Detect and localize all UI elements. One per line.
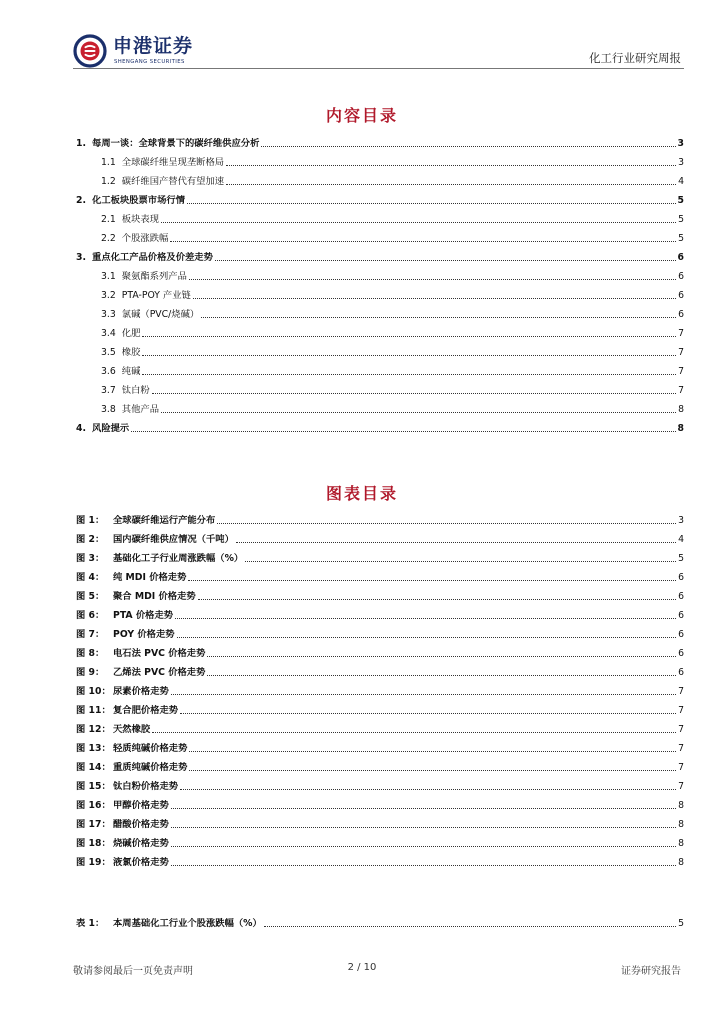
entry-title: 液氯价格走势 bbox=[113, 857, 169, 868]
entry-title: 聚合 MDI 价格走势 bbox=[113, 591, 196, 602]
entry-number: 1. bbox=[76, 138, 87, 149]
entry-page: 6 bbox=[678, 610, 684, 621]
toc-entry[interactable] bbox=[76, 131, 684, 150]
dot-leader bbox=[187, 203, 676, 204]
entry-page: 8 bbox=[678, 819, 684, 830]
figure-entry[interactable] bbox=[76, 831, 684, 850]
figure-entry[interactable] bbox=[76, 622, 684, 641]
entry-page: 5 bbox=[678, 918, 684, 929]
entry-page: 5 bbox=[678, 214, 684, 225]
figure-entry[interactable] bbox=[76, 698, 684, 717]
entry-title: 甲醇价格走势 bbox=[113, 800, 169, 811]
dot-leader bbox=[161, 412, 676, 413]
dot-leader bbox=[207, 656, 676, 657]
entry-number: 3.6 bbox=[101, 366, 116, 377]
entry-page: 8 bbox=[677, 423, 684, 434]
toc-entry[interactable] bbox=[76, 340, 684, 359]
dot-leader bbox=[215, 260, 676, 261]
disclaimer-note: 敬请参阅最后一页免责声明 bbox=[73, 966, 193, 977]
entry-page: 4 bbox=[678, 176, 684, 187]
figure-entry[interactable] bbox=[76, 736, 684, 755]
figure-entry[interactable] bbox=[76, 508, 684, 527]
entry-page: 5 bbox=[678, 233, 684, 244]
dot-leader bbox=[236, 542, 676, 543]
entry-title: 纯 MDI 价格走势 bbox=[113, 572, 187, 583]
entry-number: 2.2 bbox=[101, 233, 116, 244]
entry-title: 橡胶 bbox=[121, 347, 141, 358]
entry-title: 其他产品 bbox=[121, 404, 159, 415]
toc-entry[interactable] bbox=[76, 245, 684, 264]
toc-entry[interactable] bbox=[76, 397, 684, 416]
entry-page: 6 bbox=[678, 271, 684, 282]
toc-entry[interactable] bbox=[76, 150, 684, 169]
entry-number: 图 15： bbox=[76, 781, 111, 792]
dot-leader bbox=[161, 222, 676, 223]
entry-page: 3 bbox=[677, 138, 684, 149]
figure-entry[interactable] bbox=[76, 774, 684, 793]
toc-entry[interactable] bbox=[76, 416, 684, 435]
page-number: 2 / 10 bbox=[347, 962, 377, 973]
entry-page: 7 bbox=[678, 347, 684, 358]
entry-title: 碳纤维国产替代有望加速 bbox=[121, 176, 225, 187]
dot-leader bbox=[264, 926, 676, 927]
entry-page: 7 bbox=[678, 762, 684, 773]
entry-title: 化肥 bbox=[121, 328, 141, 339]
entry-number: 图 11： bbox=[76, 705, 111, 716]
figure-entry[interactable] bbox=[76, 812, 684, 831]
entry-number: 1.2 bbox=[101, 176, 116, 187]
figure-entry[interactable] bbox=[76, 660, 684, 679]
dot-leader bbox=[152, 732, 676, 733]
figure-entry[interactable] bbox=[76, 603, 684, 622]
report-label: 证券研究报告 bbox=[621, 966, 681, 977]
entry-title: 本周基础化工行业个股涨跌幅（%） bbox=[113, 918, 262, 929]
toc-list bbox=[76, 131, 684, 435]
entry-title: 基础化工子行业周涨跌幅（%） bbox=[113, 553, 244, 564]
toc-entry[interactable] bbox=[76, 378, 684, 397]
figure-entry[interactable] bbox=[76, 641, 684, 660]
dot-leader bbox=[142, 374, 676, 375]
entry-page: 7 bbox=[678, 328, 684, 339]
entry-page: 6 bbox=[677, 252, 684, 263]
entry-page: 7 bbox=[678, 366, 684, 377]
entry-number: 3.5 bbox=[101, 347, 116, 358]
entry-number: 图 8： bbox=[76, 648, 105, 659]
dot-leader bbox=[171, 827, 676, 828]
entry-page: 5 bbox=[678, 553, 684, 564]
entry-title: PTA-POY 产业链 bbox=[121, 290, 191, 301]
entry-number: 图 1： bbox=[76, 515, 105, 526]
entry-page: 8 bbox=[678, 838, 684, 849]
entry-page: 6 bbox=[678, 591, 684, 602]
entry-page: 6 bbox=[678, 648, 684, 659]
report-type: 化工行业研究周报 bbox=[589, 51, 681, 65]
toc-entry[interactable] bbox=[76, 321, 684, 340]
entry-page: 3 bbox=[678, 157, 684, 168]
dot-leader bbox=[188, 580, 676, 581]
entry-number: 3.1 bbox=[101, 271, 116, 282]
entry-page: 7 bbox=[678, 743, 684, 754]
entry-page: 7 bbox=[678, 385, 684, 396]
dot-leader bbox=[171, 808, 676, 809]
entry-number: 表 1： bbox=[76, 918, 105, 929]
entry-number: 图 3： bbox=[76, 553, 105, 564]
toc-entry[interactable] bbox=[76, 359, 684, 378]
entry-number: 图 7： bbox=[76, 629, 105, 640]
dot-leader bbox=[171, 865, 676, 866]
toc-entry[interactable] bbox=[76, 283, 684, 302]
entry-number: 4. bbox=[76, 423, 87, 434]
dot-leader bbox=[142, 355, 676, 356]
entry-page: 8 bbox=[678, 404, 684, 415]
dot-leader bbox=[171, 846, 676, 847]
dot-leader bbox=[245, 561, 676, 562]
entry-page: 4 bbox=[678, 534, 684, 545]
dot-leader bbox=[207, 675, 676, 676]
entry-page: 3 bbox=[678, 515, 684, 526]
dot-leader bbox=[261, 146, 675, 147]
dot-leader bbox=[142, 336, 676, 337]
dot-leader bbox=[171, 694, 676, 695]
figure-entry[interactable] bbox=[76, 717, 684, 736]
entry-title: 乙烯法 PVC 价格走势 bbox=[113, 667, 206, 678]
entry-number: 图 10： bbox=[76, 686, 111, 697]
entry-number: 图 12： bbox=[76, 724, 111, 735]
dot-leader bbox=[180, 789, 676, 790]
entry-number: 图 9： bbox=[76, 667, 105, 678]
entry-title: POY 价格走势 bbox=[113, 629, 175, 640]
dot-leader bbox=[180, 713, 676, 714]
entry-page: 7 bbox=[678, 686, 684, 697]
entry-number: 图 17： bbox=[76, 819, 111, 830]
dot-leader bbox=[226, 165, 676, 166]
entry-page: 6 bbox=[678, 629, 684, 640]
entry-number: 3.3 bbox=[101, 309, 116, 320]
entry-title: 钛白粉 bbox=[121, 385, 150, 396]
entry-title: 全球碳纤维运行产能分布 bbox=[113, 515, 216, 526]
dot-leader bbox=[189, 770, 676, 771]
table-entry[interactable] bbox=[76, 911, 684, 930]
entry-number: 图 4： bbox=[76, 572, 105, 583]
entry-title: 纯碱 bbox=[121, 366, 141, 377]
figure-entry[interactable] bbox=[76, 755, 684, 774]
dot-leader bbox=[198, 599, 676, 600]
toc-entry[interactable] bbox=[76, 264, 684, 283]
toc-heading: 内容目录 bbox=[325, 106, 398, 125]
entry-title: 重点化工产品价格及价差走势 bbox=[92, 252, 213, 263]
dot-leader bbox=[152, 393, 676, 394]
figure-entry[interactable] bbox=[76, 793, 684, 812]
entry-number: 3.2 bbox=[101, 290, 116, 301]
toc-entry[interactable] bbox=[76, 169, 684, 188]
page-header bbox=[0, 0, 724, 80]
entry-number: 3.8 bbox=[101, 404, 116, 415]
entry-page: 5 bbox=[677, 195, 684, 206]
entry-number: 图 13： bbox=[76, 743, 111, 754]
shengang-logo-icon bbox=[73, 34, 107, 68]
dot-leader bbox=[189, 279, 676, 280]
entry-title: 每周一谈：全球背景下的碳纤维供应分析 bbox=[92, 138, 260, 149]
dot-leader bbox=[131, 431, 675, 432]
entry-title: 尿素价格走势 bbox=[113, 686, 169, 697]
entry-title: 化工板块股票市场行情 bbox=[92, 195, 185, 206]
dot-leader bbox=[189, 751, 676, 752]
toc-entry[interactable] bbox=[76, 226, 684, 245]
entry-number: 2. bbox=[76, 195, 87, 206]
dot-leader bbox=[193, 298, 676, 299]
dot-leader bbox=[177, 637, 677, 638]
entry-title: 氯碱（PVC/烧碱） bbox=[121, 309, 200, 320]
figure-entry[interactable] bbox=[76, 565, 684, 584]
entry-title: 复合肥价格走势 bbox=[113, 705, 179, 716]
entry-number: 图 14： bbox=[76, 762, 111, 773]
figure-list bbox=[76, 508, 684, 869]
entry-page: 6 bbox=[678, 572, 684, 583]
entry-title: 电石法 PVC 价格走势 bbox=[113, 648, 206, 659]
entry-title: 钛白粉价格走势 bbox=[113, 781, 179, 792]
figure-entry[interactable] bbox=[76, 546, 684, 565]
entry-title: 板块表现 bbox=[121, 214, 159, 225]
brand-name-cn: 申港证券 bbox=[113, 35, 194, 57]
entry-page: 8 bbox=[678, 800, 684, 811]
toc-entry[interactable] bbox=[76, 302, 684, 321]
entry-title: 聚氨酯系列产品 bbox=[121, 271, 187, 282]
entry-title: 烧碱价格走势 bbox=[113, 838, 169, 849]
entry-page: 7 bbox=[678, 781, 684, 792]
entry-title: 全球碳纤维呈现垄断格局 bbox=[121, 157, 225, 168]
entry-number: 图 16： bbox=[76, 800, 111, 811]
entry-title: 天然橡胶 bbox=[113, 724, 151, 735]
page-footer bbox=[0, 962, 724, 992]
entry-number: 图 19： bbox=[76, 857, 111, 868]
entry-number: 图 2： bbox=[76, 534, 105, 545]
entry-number: 1.1 bbox=[101, 157, 116, 168]
dot-leader bbox=[201, 317, 676, 318]
entry-page: 7 bbox=[678, 705, 684, 716]
entry-title: 醋酸价格走势 bbox=[113, 819, 169, 830]
brand-name-en: SHENGANG SECURITIES bbox=[114, 59, 185, 65]
entry-page: 6 bbox=[678, 309, 684, 320]
toc-entry[interactable] bbox=[76, 188, 684, 207]
entry-title: 国内碳纤维供应情况（千吨） bbox=[113, 534, 234, 545]
entry-page: 6 bbox=[678, 667, 684, 678]
dot-leader bbox=[175, 618, 676, 619]
figure-entry[interactable] bbox=[76, 679, 684, 698]
dot-leader bbox=[170, 241, 676, 242]
table-list bbox=[76, 911, 684, 930]
figure-entry[interactable] bbox=[76, 850, 684, 869]
entry-number: 图 6： bbox=[76, 610, 105, 621]
dot-leader bbox=[217, 523, 676, 524]
entry-page: 6 bbox=[678, 290, 684, 301]
entry-number: 3.4 bbox=[101, 328, 116, 339]
entry-page: 7 bbox=[678, 724, 684, 735]
entry-number: 图 5： bbox=[76, 591, 105, 602]
entry-number: 2.1 bbox=[101, 214, 116, 225]
dot-leader bbox=[226, 184, 676, 185]
entry-title: 重质纯碱价格走势 bbox=[113, 762, 188, 773]
entry-title: 个股涨跌幅 bbox=[121, 233, 169, 244]
entry-title: 轻质纯碱价格走势 bbox=[113, 743, 188, 754]
entry-number: 3. bbox=[76, 252, 87, 263]
figure-list-heading: 图表目录 bbox=[325, 484, 398, 503]
toc-entry[interactable] bbox=[76, 207, 684, 226]
entry-number: 图 18： bbox=[76, 838, 111, 849]
figure-entry[interactable] bbox=[76, 584, 684, 603]
figure-entry[interactable] bbox=[76, 527, 684, 546]
entry-title: 风险提示 bbox=[92, 423, 130, 434]
header-divider bbox=[73, 68, 684, 69]
entry-page: 8 bbox=[678, 857, 684, 868]
entry-number: 3.7 bbox=[101, 385, 116, 396]
entry-title: PTA 价格走势 bbox=[113, 610, 174, 621]
